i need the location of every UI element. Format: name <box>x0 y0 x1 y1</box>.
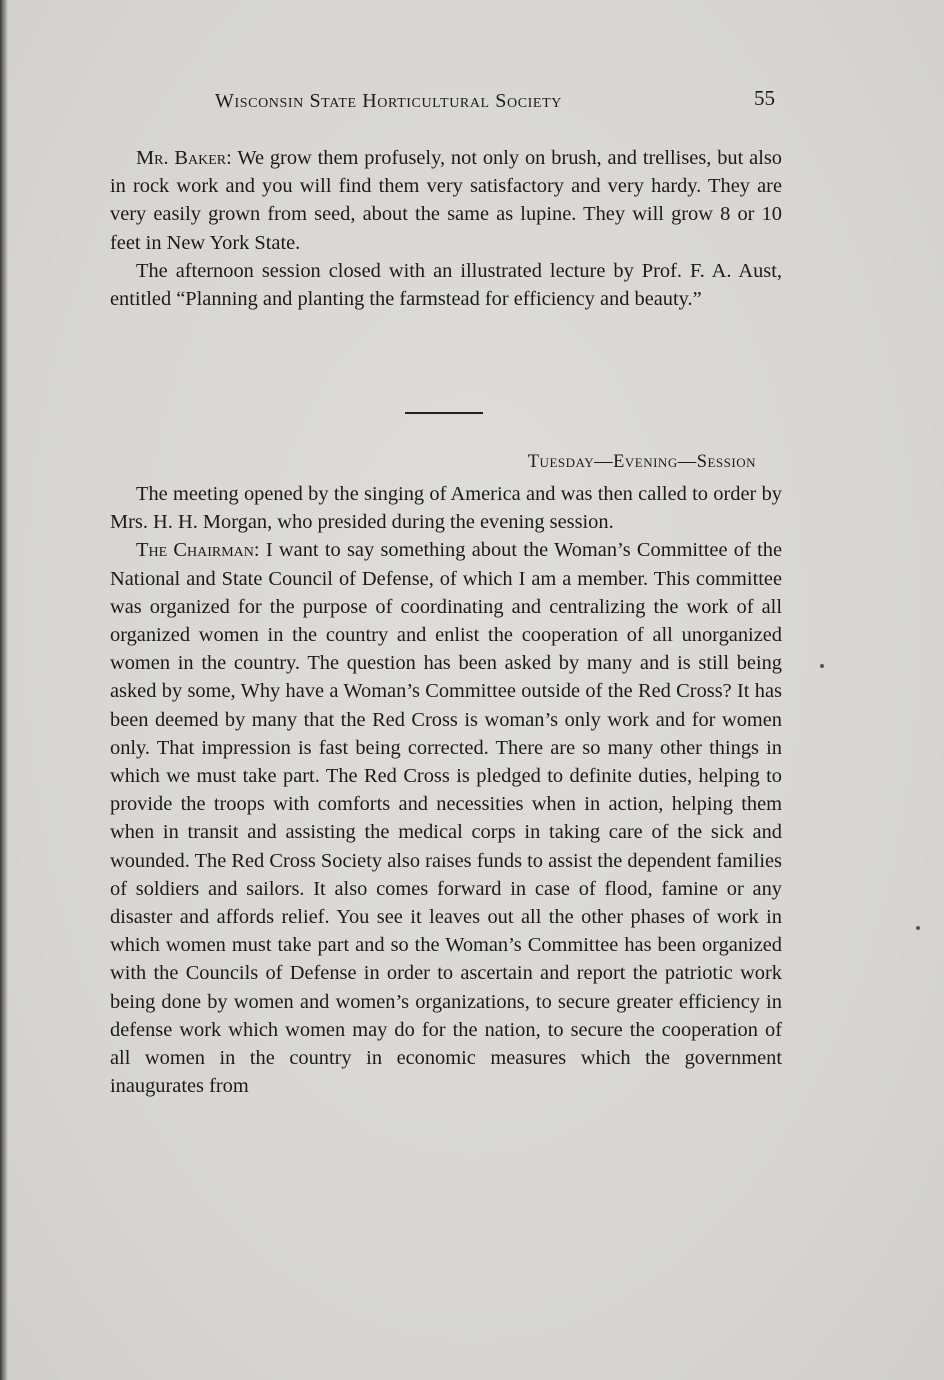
section-title: Tuesday—Evening—Session <box>527 452 756 472</box>
paragraph-baker <box>110 144 782 257</box>
section-divider <box>405 412 483 414</box>
print-speck <box>916 926 920 930</box>
page-header <box>215 86 775 120</box>
speaker-baker: Mr. Baker: <box>136 147 232 169</box>
speaker-chairman: The Chairman: <box>136 539 260 562</box>
print-speck <box>820 664 824 668</box>
paragraph-afternoon-session: The afternoon session closed with an illustrated lecture by Prof. F. A. Aust, entitled “Planning and planting the farmstead for efficiency and beauty.” <box>110 259 782 311</box>
top-section <box>110 144 782 313</box>
paragraph-baker-text: We grow them profusely, not only on brush, and trellises, but also in rock work and you will find them very satisfactory and very hardy. They are very easily grown from seed, about the same as lupine. They will grow 8 or 10 feet in New York State. <box>110 147 782 254</box>
paragraph-meeting-opened: The meeting opened by the singing of America and was then called to order by Mrs. H. H. Morgan, who presided during the evening session. <box>110 483 782 534</box>
paragraph-chairman <box>110 536 782 1100</box>
paragraph-chairman-text: I want to say something about the Woman’s Committee of the National and State Council of Defense, of which I am a member. This committee was organized for the purpose of coordinating and centralizing the work of all organized women in the country and enlist the cooperation of all unorganized women in the country. The question has been asked by many and is still being asked by some, Why have a Woman’s Committee outside of the Red Cross? It has been deemed by many that the Red Cross is woman’s only work and for women only. That impression is fast being corrected. There are so many other things in which we must take part. The Red Cross is pledged to definite duties, helping to provide the troops with comforts and necessities when in action, helping them when in transit and assisting the medical corps in taking care of the sick and wounded. The Red Cross Society also raises funds to assist the dependent families of soldiers and sailors. It also comes forward in case of flood, famine or any disaster and affords relief. You see it leaves out all the other phases of work in which women must take part and so the Woman’s Committee has been organized with the Councils of Defense in order to ascertain and report the patriotic work being done by women and women’s organizations, to secure greater efficiency in defense work which women may do for the nation, to secure the cooperation of all women in the country in economic measures which the government inaugurates from <box>110 539 782 1098</box>
evening-section <box>110 480 782 1100</box>
page-binding-edge <box>0 0 8 1380</box>
page-number: 55 <box>754 86 775 110</box>
running-head: Wisconsin State Horticultural Society <box>215 90 562 112</box>
